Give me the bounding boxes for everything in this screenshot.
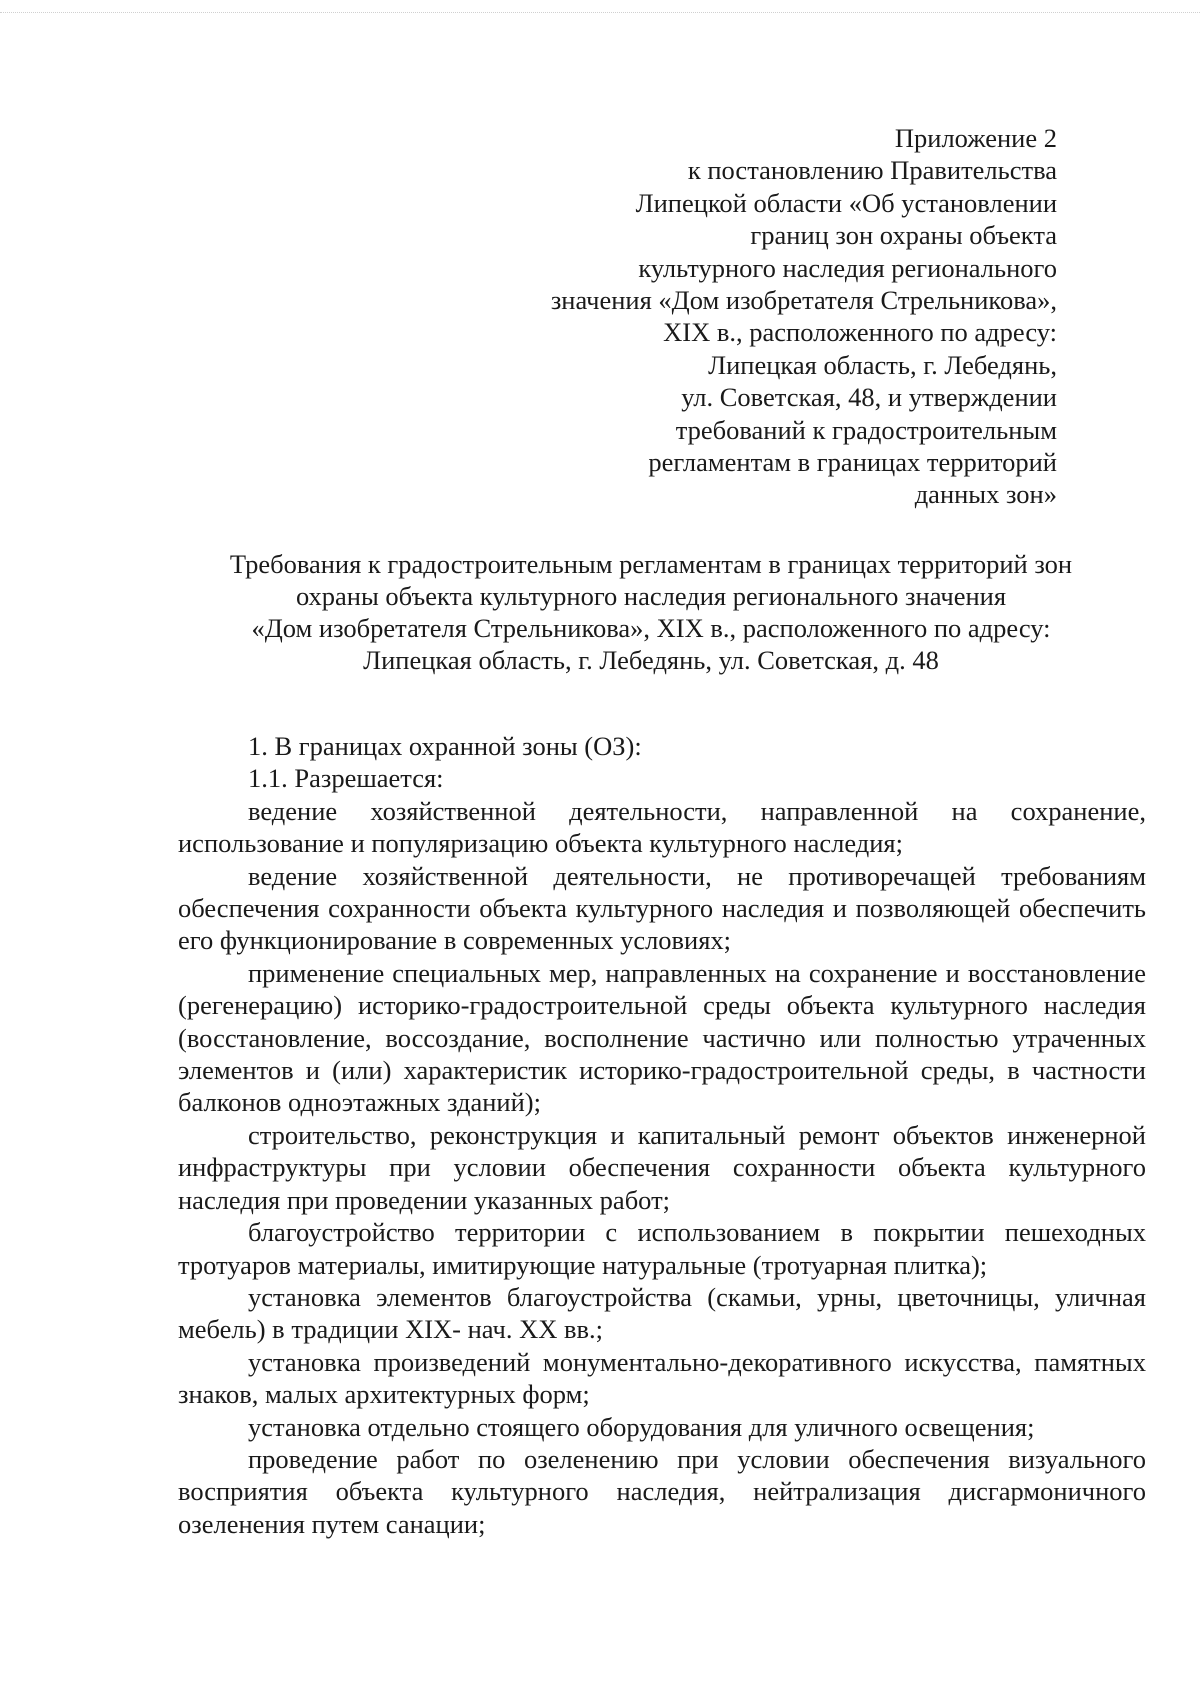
appendix-line: Липецкой области «Об установлении — [635, 187, 1057, 218]
paragraph: строительство, реконструкция и капитальный ремонт объектов инженерной инфраструктуры при условии обеспечения сохранности объекта культурного наследия при проведении указанных работ; — [178, 1119, 1146, 1215]
paragraph: установка элементов благоустройства (скамьи, урны, цветочницы, уличная мебель) в традиции XIX- нач. XX вв.; — [178, 1281, 1146, 1345]
title-line: Липецкая область, г. Лебедянь, ул. Советская, д. 48 — [363, 645, 939, 675]
paragraph: благоустройство территории с использованием в покрытии пешеходных тротуаров материалы, имитирующие натуральные (тротуарная плитка); — [178, 1217, 1146, 1280]
appendix-line: XIX в., расположенного по адресу: — [663, 317, 1057, 348]
title-line: «Дом изобретателя Стрельникова», XIX в., расположенного по адресу: — [251, 613, 1051, 643]
paragraph: применение специальных мер, направленных на сохранение и восстановление (регенерацию) историко-градостроительной среды объекта культурного наследия (восстановление, воссоздание, восполнение частично или полностью утраченных элементов и (или) характеристик историко-градостроительной среды, в частности балконов одноэтажных зданий); — [178, 957, 1146, 1118]
appendix-line: ул. Советская, 48, и утверждении — [681, 382, 1057, 413]
scan-edge-line — [0, 12, 1200, 13]
document-body — [178, 730, 1146, 1540]
section-heading: 1. В границах охранной зоны (ОЗ): — [248, 731, 642, 761]
appendix-line: регламентам в границах территорий — [648, 447, 1057, 478]
appendix-line: данных зон» — [914, 479, 1057, 510]
appendix-header — [437, 122, 1057, 511]
paragraph: установка произведений монументально-декоративного искусства, памятных знаков, малых архитектурных форм; — [178, 1346, 1146, 1410]
appendix-line: Приложение 2 — [894, 123, 1057, 153]
title-line: охраны объекта культурного наследия регионального значения — [295, 581, 1007, 611]
title-line: Требования к градостроительным регламентам в границах территорий зон — [229, 549, 1073, 579]
appendix-line: требований к градостроительным — [675, 414, 1057, 445]
paragraph: ведение хозяйственной деятельности, направленной на сохранение, использование и популяризацию объекта культурного наследия; — [178, 795, 1146, 859]
document-title — [170, 548, 1132, 676]
appendix-line: значения «Дом изобретателя Стрельникова», — [550, 285, 1057, 316]
paragraph: проведение работ по озеленению при условии обеспечения визуального восприятия объекта культурного наследия, нейтрализация дисгармоничного озеленения путем санации; — [178, 1443, 1146, 1539]
appendix-line: границ зон охраны объекта — [750, 220, 1057, 251]
paragraph: ведение хозяйственной деятельности, не противоречащей требованиям обеспечения сохранности объекта культурного наследия и позволяющей обеспечить его функционирование в современных условиях; — [178, 860, 1146, 956]
paragraph: установка отдельно стоящего оборудования для уличного освещения; — [248, 1411, 1035, 1442]
appendix-line: культурного наследия регионального — [638, 252, 1057, 283]
section-subheading: 1.1. Разрешается: — [248, 763, 444, 794]
appendix-line: Липецкая область, г. Лебедянь, — [708, 349, 1057, 380]
appendix-line: к постановлению Правительства — [687, 155, 1057, 186]
